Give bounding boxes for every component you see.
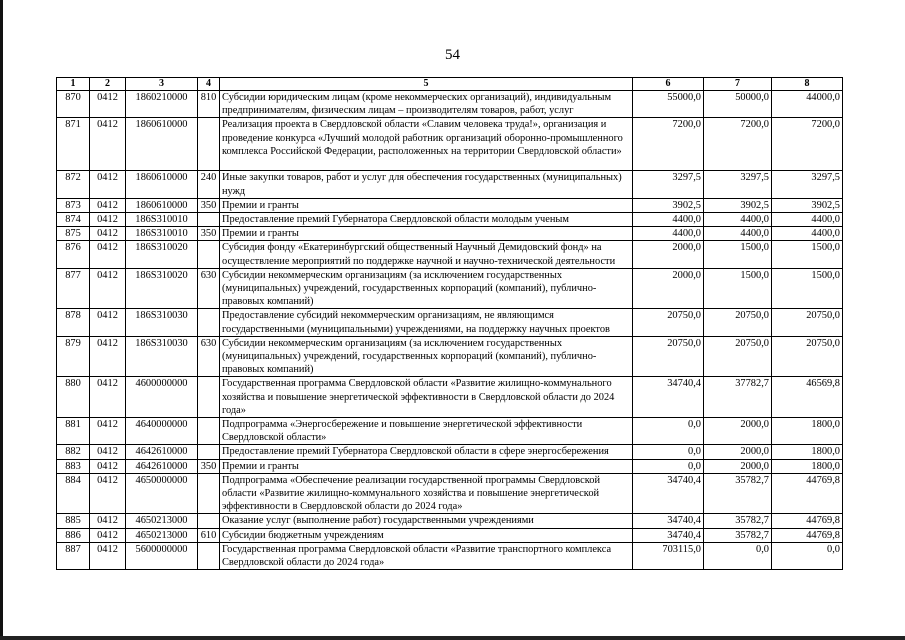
amount-2024-cell: 1800,0 <box>772 459 843 473</box>
expense-type-cell <box>198 445 220 459</box>
amount-2024-cell: 44769,8 <box>772 514 843 528</box>
row-number-cell: 882 <box>57 445 90 459</box>
section-code-cell: 0412 <box>90 542 126 569</box>
item-name-cell: Государственная программа Свердловской области «Развитие жилищно-коммунального хозяйства и повышение энергетической эффективности в Свердловской области до 2024 года» <box>220 377 633 418</box>
item-name-cell: Премии и гранты <box>220 459 633 473</box>
amount-2022-cell: 3297,5 <box>633 171 704 198</box>
amount-2024-cell: 1500,0 <box>772 268 843 309</box>
section-code-cell: 0412 <box>90 514 126 528</box>
expense-type-cell: 630 <box>198 336 220 377</box>
amount-2022-cell: 4400,0 <box>633 213 704 227</box>
table-body <box>57 91 843 570</box>
table-header-row <box>57 78 843 91</box>
section-code-cell: 0412 <box>90 459 126 473</box>
table-row <box>57 459 843 473</box>
column-header: 8 <box>772 78 843 91</box>
row-number-cell: 881 <box>57 418 90 445</box>
column-header: 7 <box>704 78 772 91</box>
section-code-cell: 0412 <box>90 309 126 336</box>
target-article-cell: 1860610000 <box>126 171 198 198</box>
amount-2023-cell: 50000,0 <box>704 91 772 118</box>
amount-2022-cell: 34740,4 <box>633 528 704 542</box>
column-header: 3 <box>126 78 198 91</box>
table-row <box>57 473 843 514</box>
table-row <box>57 377 843 418</box>
row-number-cell: 871 <box>57 118 90 171</box>
amount-2023-cell: 20750,0 <box>704 336 772 377</box>
amount-2023-cell: 35782,7 <box>704 473 772 514</box>
expense-type-cell <box>198 418 220 445</box>
table-row <box>57 418 843 445</box>
row-number-cell: 885 <box>57 514 90 528</box>
row-number-cell: 883 <box>57 459 90 473</box>
expense-type-cell: 240 <box>198 171 220 198</box>
expense-type-cell <box>198 542 220 569</box>
column-header: 5 <box>220 78 633 91</box>
section-code-cell: 0412 <box>90 227 126 241</box>
target-article-cell: 4640000000 <box>126 418 198 445</box>
section-code-cell: 0412 <box>90 268 126 309</box>
expense-type-cell <box>198 514 220 528</box>
amount-2024-cell: 20750,0 <box>772 336 843 377</box>
amount-2023-cell: 2000,0 <box>704 459 772 473</box>
row-number-cell: 877 <box>57 268 90 309</box>
amount-2023-cell: 4400,0 <box>704 227 772 241</box>
section-code-cell: 0412 <box>90 445 126 459</box>
target-article-cell: 4650213000 <box>126 528 198 542</box>
item-name-cell: Реализация проекта в Свердловской области «Славим человека труда!», организация и проведение конкурса «Лучший молодой работник организаций оборонно-промышленного комплекса Российской Федерации, расположенных на территории Свердловской области» <box>220 118 633 171</box>
item-name-cell: Иные закупки товаров, работ и услуг для обеспечения государственных (муниципальных) нужд <box>220 171 633 198</box>
row-number-cell: 876 <box>57 241 90 268</box>
item-name-cell: Субсидии бюджетным учреждениям <box>220 528 633 542</box>
section-code-cell: 0412 <box>90 336 126 377</box>
amount-2023-cell: 2000,0 <box>704 418 772 445</box>
item-name-cell: Субсидии некоммерческим организациям (за исключением государственных (муниципальных) учреждений, государственных корпораций (компаний), публично-правовых компаний) <box>220 268 633 309</box>
section-code-cell: 0412 <box>90 91 126 118</box>
column-header: 1 <box>57 78 90 91</box>
row-number-cell: 887 <box>57 542 90 569</box>
amount-2023-cell: 7200,0 <box>704 118 772 171</box>
table-row <box>57 198 843 212</box>
table-row <box>57 213 843 227</box>
amount-2024-cell: 44769,8 <box>772 473 843 514</box>
expense-type-cell: 610 <box>198 528 220 542</box>
expense-type-cell: 350 <box>198 227 220 241</box>
target-article-cell: 186S310010 <box>126 213 198 227</box>
expense-type-cell <box>198 473 220 514</box>
amount-2022-cell: 20750,0 <box>633 336 704 377</box>
item-name-cell: Премии и гранты <box>220 227 633 241</box>
row-number-cell: 878 <box>57 309 90 336</box>
amount-2024-cell: 20750,0 <box>772 309 843 336</box>
amount-2024-cell: 3902,5 <box>772 198 843 212</box>
table-row <box>57 118 843 171</box>
amount-2023-cell: 2000,0 <box>704 445 772 459</box>
item-name-cell: Предоставление премий Губернатора Свердловской области в сфере энергосбережения <box>220 445 633 459</box>
section-code-cell: 0412 <box>90 473 126 514</box>
amount-2022-cell: 0,0 <box>633 445 704 459</box>
amount-2022-cell: 55000,0 <box>633 91 704 118</box>
table-row <box>57 445 843 459</box>
section-code-cell: 0412 <box>90 241 126 268</box>
section-code-cell: 0412 <box>90 198 126 212</box>
expense-type-cell: 630 <box>198 268 220 309</box>
column-header: 2 <box>90 78 126 91</box>
table-row <box>57 514 843 528</box>
expense-type-cell <box>198 309 220 336</box>
amount-2022-cell: 3902,5 <box>633 198 704 212</box>
target-article-cell: 186S310030 <box>126 309 198 336</box>
amount-2023-cell: 35782,7 <box>704 528 772 542</box>
amount-2022-cell: 2000,0 <box>633 268 704 309</box>
amount-2024-cell: 1800,0 <box>772 418 843 445</box>
item-name-cell: Предоставление субсидий некоммерческим организациям, не являющимся государственными (муниципальными) учреждениями, на поддержку научных проектов <box>220 309 633 336</box>
section-code-cell: 0412 <box>90 213 126 227</box>
item-name-cell: Премии и гранты <box>220 198 633 212</box>
amount-2024-cell: 0,0 <box>772 542 843 569</box>
target-article-cell: 4642610000 <box>126 445 198 459</box>
amount-2024-cell: 4400,0 <box>772 213 843 227</box>
item-name-cell: Подпрограмма «Обеспечение реализации государственной программы Свердловской области «Развитие жилищно-коммунального хозяйства и повышение энергетической эффективности в Свердловской области до 2024 года» <box>220 473 633 514</box>
amount-2023-cell: 1500,0 <box>704 241 772 268</box>
amount-2023-cell: 35782,7 <box>704 514 772 528</box>
amount-2023-cell: 3297,5 <box>704 171 772 198</box>
expense-type-cell <box>198 241 220 268</box>
item-name-cell: Предоставление премий Губернатора Свердловской области молодым ученым <box>220 213 633 227</box>
row-number-cell: 874 <box>57 213 90 227</box>
scan-left-edge <box>0 0 3 640</box>
amount-2024-cell: 44000,0 <box>772 91 843 118</box>
section-code-cell: 0412 <box>90 418 126 445</box>
amount-2024-cell: 3297,5 <box>772 171 843 198</box>
item-name-cell: Подпрограмма «Энергосбережение и повышение энергетической эффективности Свердловской области» <box>220 418 633 445</box>
row-number-cell: 875 <box>57 227 90 241</box>
item-name-cell: Субсидии юридическим лицам (кроме некоммерческих организаций), индивидуальным предпринимателям, физическим лицам – производителям товаров, работ, услуг <box>220 91 633 118</box>
budget-table <box>56 77 843 570</box>
row-number-cell: 872 <box>57 171 90 198</box>
amount-2022-cell: 34740,4 <box>633 473 704 514</box>
row-number-cell: 886 <box>57 528 90 542</box>
amount-2022-cell: 4400,0 <box>633 227 704 241</box>
amount-2023-cell: 20750,0 <box>704 309 772 336</box>
table-row <box>57 268 843 309</box>
item-name-cell: Субсидия фонду «Екатеринбургский общественный Научный Демидовский фонд» на осуществление мероприятий по поддержке научной и научно-технической деятельности <box>220 241 633 268</box>
amount-2022-cell: 34740,4 <box>633 514 704 528</box>
amount-2023-cell: 4400,0 <box>704 213 772 227</box>
page-number: 54 <box>445 47 460 63</box>
target-article-cell: 186S310030 <box>126 336 198 377</box>
amount-2023-cell: 0,0 <box>704 542 772 569</box>
table-row <box>57 241 843 268</box>
section-code-cell: 0412 <box>90 528 126 542</box>
column-header: 6 <box>633 78 704 91</box>
target-article-cell: 1860610000 <box>126 118 198 171</box>
target-article-cell: 1860610000 <box>126 198 198 212</box>
target-article-cell: 4600000000 <box>126 377 198 418</box>
expense-type-cell <box>198 118 220 171</box>
row-number-cell: 873 <box>57 198 90 212</box>
expense-type-cell <box>198 213 220 227</box>
expense-type-cell: 350 <box>198 459 220 473</box>
amount-2022-cell: 7200,0 <box>633 118 704 171</box>
table-row <box>57 91 843 118</box>
target-article-cell: 4642610000 <box>126 459 198 473</box>
row-number-cell: 884 <box>57 473 90 514</box>
item-name-cell: Субсидии некоммерческим организациям (за исключением государственных (муниципальных) учреждений, государственных корпораций (компаний), публично-правовых компаний) <box>220 336 633 377</box>
amount-2022-cell: 2000,0 <box>633 241 704 268</box>
row-number-cell: 879 <box>57 336 90 377</box>
amount-2024-cell: 1800,0 <box>772 445 843 459</box>
section-code-cell: 0412 <box>90 118 126 171</box>
amount-2024-cell: 1500,0 <box>772 241 843 268</box>
section-code-cell: 0412 <box>90 171 126 198</box>
target-article-cell: 4650213000 <box>126 514 198 528</box>
table-row <box>57 227 843 241</box>
table-row <box>57 528 843 542</box>
amount-2022-cell: 0,0 <box>633 418 704 445</box>
item-name-cell: Государственная программа Свердловской области «Развитие транспортного комплекса Свердловской области до 2024 года» <box>220 542 633 569</box>
amount-2023-cell: 3902,5 <box>704 198 772 212</box>
amount-2024-cell: 44769,8 <box>772 528 843 542</box>
amount-2022-cell: 20750,0 <box>633 309 704 336</box>
table-row <box>57 171 843 198</box>
target-article-cell: 186S310010 <box>126 227 198 241</box>
expense-type-cell: 350 <box>198 198 220 212</box>
target-article-cell: 186S310020 <box>126 241 198 268</box>
amount-2024-cell: 7200,0 <box>772 118 843 171</box>
column-header: 4 <box>198 78 220 91</box>
scan-bottom-edge <box>0 636 905 640</box>
amount-2022-cell: 34740,4 <box>633 377 704 418</box>
target-article-cell: 4650000000 <box>126 473 198 514</box>
section-code-cell: 0412 <box>90 377 126 418</box>
expense-type-cell <box>198 377 220 418</box>
table-row <box>57 542 843 569</box>
amount-2023-cell: 37782,7 <box>704 377 772 418</box>
amount-2022-cell: 0,0 <box>633 459 704 473</box>
target-article-cell: 186S310020 <box>126 268 198 309</box>
amount-2022-cell: 703115,0 <box>633 542 704 569</box>
row-number-cell: 870 <box>57 91 90 118</box>
expense-type-cell: 810 <box>198 91 220 118</box>
target-article-cell: 1860210000 <box>126 91 198 118</box>
table-row <box>57 336 843 377</box>
row-number-cell: 880 <box>57 377 90 418</box>
table-row <box>57 309 843 336</box>
amount-2024-cell: 4400,0 <box>772 227 843 241</box>
amount-2023-cell: 1500,0 <box>704 268 772 309</box>
amount-2024-cell: 46569,8 <box>772 377 843 418</box>
target-article-cell: 5600000000 <box>126 542 198 569</box>
item-name-cell: Оказание услуг (выполнение работ) государственными учреждениями <box>220 514 633 528</box>
